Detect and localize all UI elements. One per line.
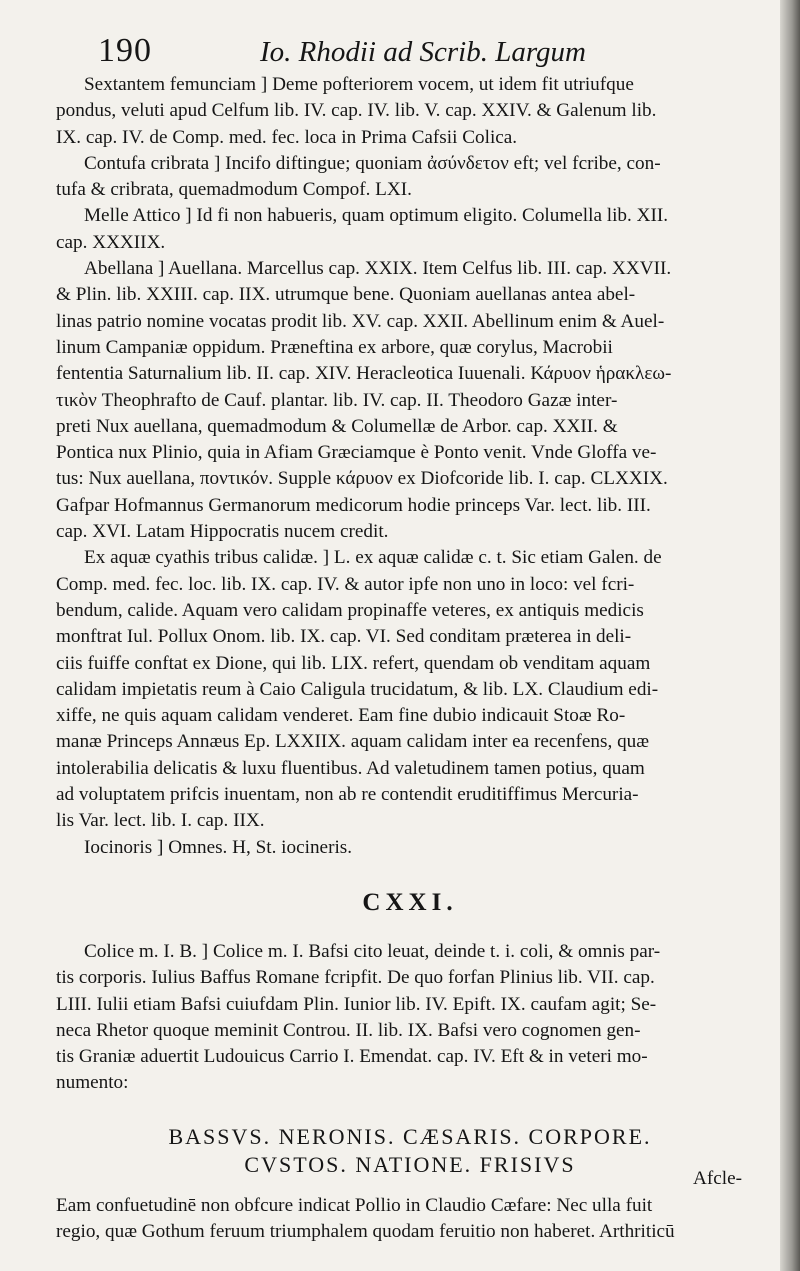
inscription-block (56, 1123, 764, 1179)
text-line: tus: Nux auellana, ποντικόν. Supple κάρυον ex Diofcoride lib. I. cap. CLXXIX. (56, 468, 668, 490)
paragraph-colice (56, 939, 764, 1097)
running-title: Io. Rhodii ad Scrib. Largum (260, 36, 586, 68)
paragraph-sextantem (56, 72, 764, 151)
text-line: Colice m. I. B. ] Colice m. I. Bafsi cito leuat, deinde t. i. coli, & omnis par- (84, 940, 661, 962)
paragraph-ex-aquae (56, 545, 764, 834)
text-line: regio, quæ Gothum feruum triumphalem quodam feruitio non haberet. Arthriticū (56, 1220, 675, 1242)
text-line: ciis fuiffe conftat ex Dione, qui lib. LIX. refert, quendam ob venditam aquam (56, 652, 651, 674)
text-line: linum Campaniæ oppidum. Præneftina ex arbore, quæ corylus, Macrobii (56, 336, 613, 358)
text-line: Sextantem femunciam ] Deme pofteriorem vocem, ut idem fit utriufque (84, 74, 634, 95)
text-line: bendum, calide. Aquam vero calidam propinaffe veteres, ex antiquis medicis (56, 599, 644, 621)
text-line: Abellana ] Auellana. Marcellus cap. XXIX. Item Celfus lib. III. cap. XXVII. (84, 258, 672, 280)
paragraph-abellana (56, 256, 764, 545)
text-line: Contufa cribrata ] Incifo diftingue; quoniam ἀσύνδετον eft; vel fcribe, con- (84, 152, 661, 174)
text-line: Ex aquæ cyathis tribus calidæ. ] L. ex aquæ calidæ c. t. Sic etiam Galen. de (84, 547, 662, 569)
text-line: calidam impietatis reum à Caio Caligula trucidatum, & lib. LX. Claudium edi- (56, 678, 659, 700)
section-heading: CXXI. (362, 888, 458, 916)
page-body (56, 72, 764, 1245)
text-line: neca Rhetor quoque meminit Controu. II. lib. IX. Bafsi vero cognomen gen- (56, 1019, 641, 1041)
catchword: Afcle- (693, 1168, 742, 1189)
text-line: & Plin. lib. XXIII. cap. IIX. utrumque bene. Quoniam auellanas antea abel- (56, 284, 636, 306)
text-line: intolerabilia delicatis & luxu fluentibus. Ad valetudinem tamen potius, quam (56, 757, 645, 779)
text-line: tufa & cribrata, quemadmodum Compof. LXI. (56, 179, 412, 201)
text-line: lis Var. lect. lib. I. cap. IIX. (56, 810, 265, 832)
paragraph-melle-attico (56, 203, 764, 256)
text-line: Melle Attico ] Id fi non habueris, quam optimum eligito. Columella lib. XII. (84, 205, 669, 227)
text-line: Eam confuetudinē non obfcure indicat Pollio in Claudio Cæfare: Nec ulla fuit (56, 1194, 653, 1216)
inscription-line: CVSTOS. NATIONE. FRISIVS (244, 1151, 576, 1177)
text-line: linas patrio nomine vocatas prodit lib. XV. cap. XXII. Abellinum enim & Auel- (56, 310, 665, 332)
text-line: τικὸν Theophrafto de Cauf. plantar. lib. IV. cap. II. Theodoro Gazæ inter- (56, 389, 618, 411)
inscription-line: BASSVS. NERONIS. CÆSARIS. CORPORE. (168, 1123, 652, 1149)
paragraph-eam-consuetudine (56, 1193, 764, 1246)
text-line: xiffe, ne quis aquam calidam venderet. Eam fine dubio indicauit Stoæ Ro- (56, 705, 626, 727)
text-line: tis Graniæ aduertit Ludouicus Carrio I. Emendat. cap. IV. Eft & in veteri mo- (56, 1046, 648, 1068)
text-line: cap. XVI. Latam Hippocratis nucem credit. (56, 521, 389, 543)
text-line: IX. cap. IV. de Comp. med. fec. loca in Prima Cafsii Colica. (56, 126, 518, 148)
text-line: monftrat Iul. Pollux Onom. lib. IX. cap. VI. Sed conditam præterea in deli- (56, 626, 632, 648)
paragraph-contusa (56, 151, 764, 204)
text-line: Pontica nux Plinio, quia in Afiam Græciamque è Ponto venit. Vnde Gloffa ve- (56, 442, 657, 464)
page-number: 190 (98, 32, 152, 69)
text-line: LIII. Iulii etiam Bafsi cuiufdam Plin. Iunior lib. IV. Epift. IX. caufam agit; Se- (56, 993, 657, 1015)
text-line: fententia Saturnalium lib. II. cap. XIV. Heracleotica Iuuenali. Κάρυον ἡρακλεω- (56, 363, 672, 385)
text-line: Iocinoris ] Omnes. H, St. iocineris. (84, 836, 353, 858)
text-line: manæ Princeps Annæus Ep. LXXIIX. aquam calidam inter ea recenfens, quæ (56, 731, 650, 753)
text-line: pondus, veluti apud Celfum lib. IV. cap. IV. lib. V. cap. XXIV. & Galenum lib. (56, 100, 657, 122)
text-line: preti Nux auellana, quemadmodum & Columellæ de Arbor. cap. XXII. & (56, 415, 618, 437)
page-header (98, 30, 758, 74)
text-line: Comp. med. fec. loc. lib. IX. cap. IV. & autor ipfe non uno in loco: vel fcri- (56, 573, 635, 595)
text-line: ad voluptatem prifcis inuentam, non ab re contendit eruditiffimus Mercuria- (56, 784, 639, 806)
paragraph-iocinoris (56, 835, 764, 861)
text-line: tis corporis. Iulius Baffus Romane fcripfit. De quo forfan Plinius lib. VII. cap. (56, 967, 655, 989)
page-spine-shadow (780, 0, 800, 1271)
text-line: cap. XXXIIX. (56, 231, 166, 253)
text-line: numento: (56, 1072, 129, 1094)
text-line: Gafpar Hofmannus Germanorum medicorum hodie princeps Var. lect. lib. III. (56, 494, 651, 516)
